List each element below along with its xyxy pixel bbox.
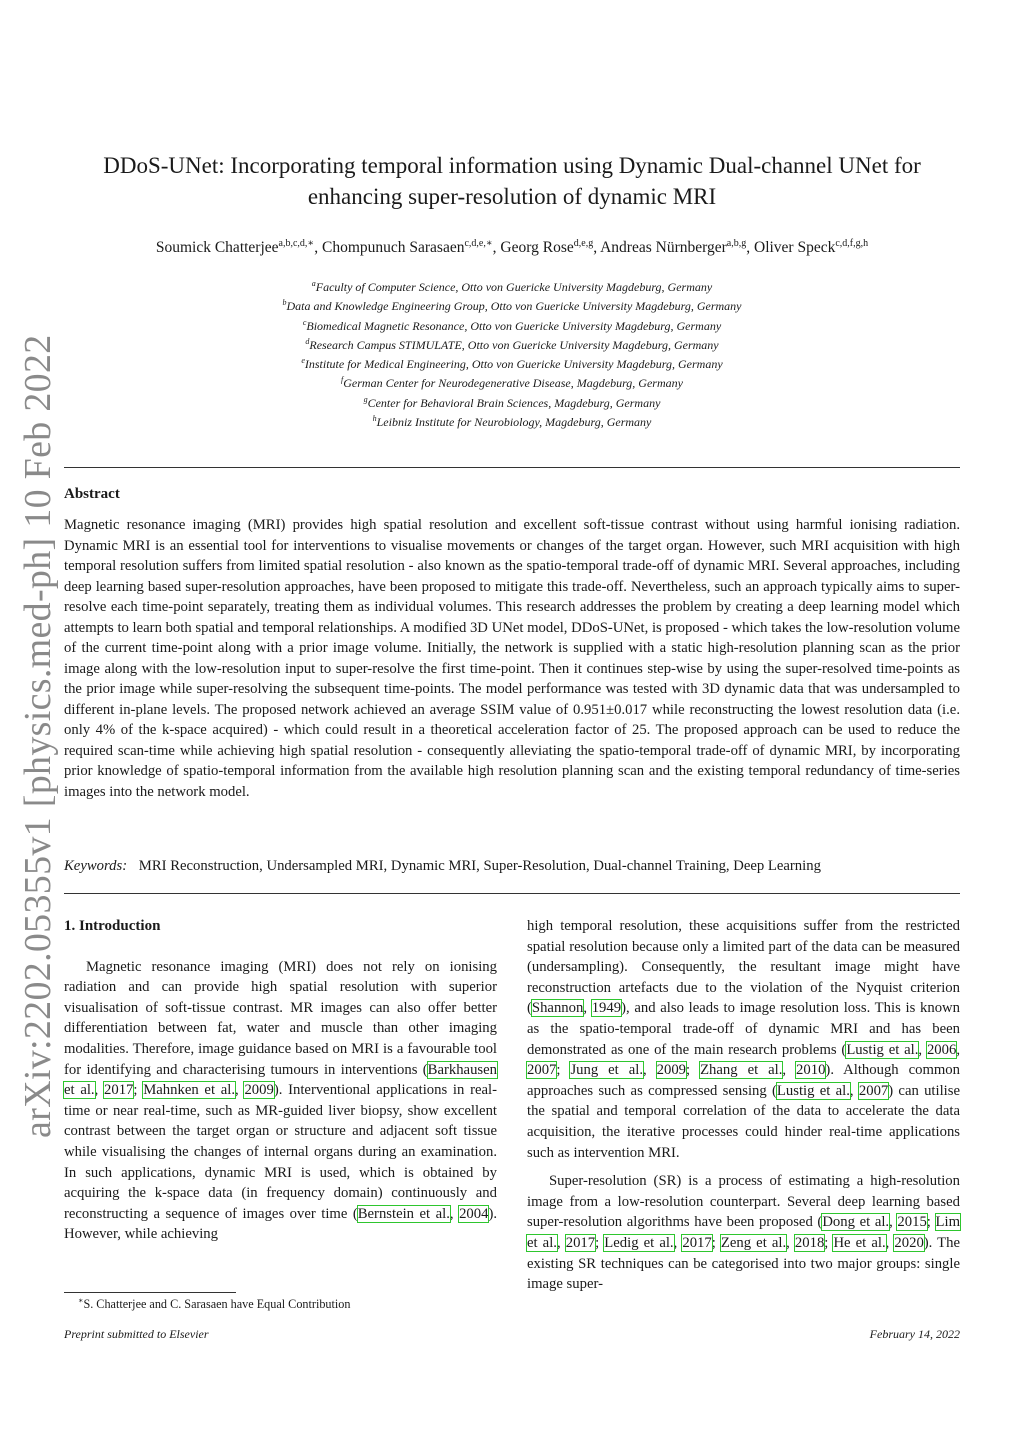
paragraph-text: ). Interventional applications in real-time or near real-time, such as MR-guided liver biopsy, show excellent contrast between the target organ or structure and adjacent soft tissue while visualising the changes of internal organs during an examination. In such applications, dynamic MRI is used, which is obtained by acquiring the k-space data (in frequency domain) continuously and reconstructing a sequence of images over time ( bbox=[64, 1082, 497, 1222]
affiliation-line bbox=[64, 372, 960, 391]
footnote-text: S. Chatterjee and C. Sarasaen have Equal Contribution bbox=[83, 1297, 351, 1312]
paragraph-text: ; bbox=[686, 1062, 701, 1079]
author-affiliation-marks: a,b,c,d,∗ bbox=[278, 238, 315, 249]
citation-link[interactable]: 2010 bbox=[796, 1062, 826, 1079]
keywords-list: MRI Reconstruction, Undersampled MRI, Dynamic MRI, Super-Resolution, Dual-channel Training, Deep Learning bbox=[138, 858, 821, 874]
citation-link[interactable]: Bernstein et al. bbox=[357, 1205, 450, 1222]
paragraph-text: ; bbox=[711, 1234, 721, 1251]
paragraph-text: , bbox=[673, 1234, 683, 1251]
intro-paragraph-2 bbox=[527, 1171, 960, 1295]
paragraph-text: , bbox=[643, 1062, 657, 1079]
abstract-top-rule bbox=[64, 467, 960, 468]
paragraph-text: Super-resolution (SR) is a process of estimating a high-resolution image from a low-resolution counterpart. Several deep learning based super-resolution algorithms have been proposed ( bbox=[527, 1173, 960, 1231]
paragraph-text: Magnetic resonance imaging (MRI) does not rely on ionising radiation and can provide high spatial resolution with superior visualisation of soft-tissue contrast. MR images can also offer better differentiation between fat, water and muscle than other imaging modalities. Therefore, image guidance based on MRI is a favourable tool for identifying and characterising tumours in interventions ( bbox=[64, 958, 497, 1078]
left-column bbox=[64, 916, 497, 1253]
citation-link[interactable]: Ledig et al. bbox=[604, 1234, 674, 1251]
affiliation-key: c bbox=[302, 317, 307, 327]
citation-link[interactable]: 2009 bbox=[244, 1082, 274, 1099]
affiliation-key: g bbox=[363, 394, 368, 404]
author-list: Soumick Chatterjee$^{a,b,c,d,∗}$, Chompunuch Sarasaen$^{c,d,e,∗}$, Georg Rose$^{d,e,g}$, Andreas Nürnberger$^{a,b,g}$, Oliver Speck$^{c,d,f,g,h}$ bbox=[155, 238, 869, 257]
affiliation-line bbox=[64, 276, 960, 295]
paragraph-text: , bbox=[889, 1214, 898, 1231]
paragraph-text: ; bbox=[824, 1234, 834, 1251]
citation-link[interactable]: Mahnken et al. bbox=[143, 1082, 236, 1099]
citation-link[interactable]: Lustig et al. bbox=[776, 1082, 850, 1099]
paragraph-text: , bbox=[786, 1234, 795, 1251]
affiliation-line bbox=[64, 392, 960, 411]
author-name: Georg Rose bbox=[500, 239, 574, 257]
author-name: Andreas Nürnberger bbox=[600, 239, 727, 257]
affiliation-key: d bbox=[305, 336, 310, 346]
citation-link[interactable]: 2007 bbox=[527, 1062, 557, 1079]
intro-paragraph-1 bbox=[64, 957, 497, 1245]
paragraph-text: , bbox=[782, 1062, 797, 1079]
affiliation-text: Research Campus STIMULATE, Otto von Guericke University Magdeburg, Germany bbox=[309, 337, 719, 352]
paper-title bbox=[64, 150, 960, 212]
affiliation-key: b bbox=[282, 298, 287, 308]
citation-link[interactable]: He et al. bbox=[833, 1234, 886, 1251]
paragraph-text: ; bbox=[133, 1082, 144, 1099]
arxiv-identifier[interactable]: arXiv:2202.05355v1 [physics.med-ph] 10 Feb 2022 bbox=[17, 334, 59, 1138]
paragraph-text: , bbox=[956, 1041, 960, 1058]
citation-link[interactable]: Lim et al. bbox=[527, 1214, 960, 1251]
affiliation-text: Biomedical Magnetic Resonance, Otto von Guericke University Magdeburg, Germany bbox=[306, 318, 722, 333]
paragraph-text: , bbox=[849, 1082, 859, 1099]
right-column bbox=[527, 916, 960, 1303]
citation-link[interactable]: Lustig et al. bbox=[846, 1041, 919, 1058]
author-affiliation-marks: a,b,g bbox=[726, 238, 747, 249]
citation-link[interactable]: 2007 bbox=[858, 1082, 889, 1099]
affiliation-key: h bbox=[372, 414, 377, 424]
author-name: Soumick Chatterjee bbox=[155, 239, 279, 257]
paragraph-text: high temporal resolution, these acquisitions suffer from the restricted spatial resolution because only a limited part of the data can be measured (undersampling). Consequently, the resultant image might have reconstruction artefacts due to the violation of the Nyquist criterion ( bbox=[527, 918, 960, 1017]
keywords bbox=[64, 856, 960, 876]
paragraph-text: , bbox=[556, 1234, 566, 1251]
affiliation-text: German Center for Neurodegenerative Disease, Magdeburg, Germany bbox=[343, 376, 683, 391]
citation-link[interactable]: 2017 bbox=[104, 1082, 134, 1099]
affiliation-key: f bbox=[341, 375, 344, 385]
abstract-bottom-rule bbox=[64, 893, 960, 894]
paragraph-text: , bbox=[94, 1082, 105, 1099]
footnote bbox=[78, 1296, 350, 1312]
citation-link[interactable]: 1949 bbox=[591, 1000, 622, 1017]
citation-link[interactable]: 2004 bbox=[459, 1205, 489, 1222]
paragraph-text: ). The existing SR techniques can be categorised into two major groups: single image super- bbox=[527, 1234, 961, 1293]
title-line-1: DDoS-UNet: Incorporating temporal information using Dynamic Dual-channel UNet for bbox=[103, 153, 921, 178]
paragraph-text: ) can utilise the spatial and temporal correlation of the data to accelerate the data acquisition, the iterative processes could hinder real-time applications such as intervention MRI. bbox=[527, 1082, 960, 1161]
title-line-2: enhancing super-resolution of dynamic MRI bbox=[307, 184, 717, 209]
author-affiliation-marks: c,d,f,g,h bbox=[835, 238, 869, 249]
affiliation-text: Institute for Medical Engineering, Otto von Guericke University Magdeburg, Germany bbox=[304, 357, 723, 372]
keywords-label: Keywords: bbox=[64, 858, 128, 874]
paragraph-text: , bbox=[449, 1205, 460, 1222]
citation-link[interactable]: 2015 bbox=[897, 1214, 927, 1231]
paragraph-text: ). However, while achieving bbox=[64, 1205, 498, 1243]
affiliation-line bbox=[64, 411, 960, 430]
citation-link[interactable]: Barkhausen et al. bbox=[64, 1061, 497, 1099]
intro-paragraph-1-continued bbox=[527, 916, 960, 1163]
paragraph-text: , bbox=[235, 1082, 245, 1099]
section-heading-introduction: 1. Introduction bbox=[64, 918, 161, 934]
affiliation-key: a bbox=[311, 279, 316, 288]
author-name: Chompunuch Sarasaen bbox=[321, 239, 465, 257]
affiliation-text: Faculty of Computer Science, Otto von Guericke University Magdeburg, Germany bbox=[315, 280, 713, 294]
affiliation-line bbox=[64, 315, 960, 334]
abstract-text: Magnetic resonance imaging (MRI) provides high spatial resolution and excellent soft-tissue contrast without using harmful ionising radiation. Dynamic MRI is an essential tool for interventions to visualise movements or changes of the target organ. However, such MRI acquisition with high temporal resolution suffers from limited spatial resolution - also known as the spatio-temporal trade-off of dynamic MRI. Several approaches, including deep learning based super-resolution approaches, have been proposed to mitigate this trade-off. Nevertheless, such an approach typically aims to super-resolve each time-point separately, treating them as individual volumes. This research addresses the problem by creating a deep learning model which attempts to learn both spatial and temporal relationships. A modified 3D UNet model, DDoS-UNet, is proposed - which takes the low-resolution volume of the current time-point along with a prior image volume. Initially, the network is supplied with a static high-resolution planning scan as the prior image along with the low-resolution input to super-resolve the first time-point. Then it continues step-wise by using the super-resolved time-points as the prior image while super-resolving the subsequent time-points. The model performance was tested with 3D dynamic data that was undersampled to different in-plane levels. The proposed network achieved an average SSIM value of 0.951±0.017 while reconstructing the lowest resolution data (i.e. only 4% of the k-space acquired) - which could result in a theoretical acceleration factor of 25. The proposed approach can be used to reduce the required scan-time while achieving high spatial resolution - consequently alleviating the spatio-temporal trade-off of dynamic MRI, by incorporating prior knowledge of spatio-temporal information from the available high resolution planning scan and the existing temporal redundancy of time-series images into the network model. bbox=[64, 517, 960, 800]
citation-link[interactable]: Shannon bbox=[531, 1000, 584, 1017]
footnote-mark: ∗ bbox=[78, 1296, 84, 1305]
citation-link[interactable]: Zhang et al. bbox=[700, 1062, 783, 1079]
author-affiliation-marks: d,e,g bbox=[573, 238, 594, 249]
citation-link[interactable]: 2009 bbox=[656, 1062, 687, 1079]
paragraph-text: ; bbox=[926, 1214, 936, 1231]
affiliation-text: Leibniz Institute for Neurobiology, Magdeburg, Germany bbox=[376, 415, 652, 430]
paragraph-text: ), and also leads to image resolution loss. This is known as the spatio-temporal trade-off of dynamic MRI and has been demonstrated as one of the main research problems ( bbox=[527, 1000, 960, 1058]
affiliation-text: Data and Knowledge Engineering Group, Otto von Guericke University Magdeburg, Germany bbox=[286, 299, 742, 314]
paragraph-text: , bbox=[885, 1234, 895, 1251]
paragraph-text: , bbox=[583, 1000, 592, 1017]
citation-link[interactable]: 2017 bbox=[682, 1234, 712, 1251]
citation-link[interactable]: 2018 bbox=[794, 1234, 825, 1251]
affiliation-line bbox=[64, 334, 960, 353]
affiliation-key: e bbox=[301, 356, 305, 366]
affiliation-line bbox=[64, 353, 960, 372]
paragraph-text: , bbox=[918, 1041, 927, 1058]
paragraph-text: ; bbox=[556, 1062, 571, 1079]
footer-journal: Preprint submitted to Elsevier bbox=[64, 1327, 209, 1341]
affiliation-text: Center for Behavioral Brain Sciences, Magdeburg, Germany bbox=[367, 395, 661, 410]
affiliation-list bbox=[64, 276, 960, 430]
citation-link[interactable]: Zeng et al. bbox=[720, 1234, 787, 1251]
footer-date: February 14, 2022 bbox=[869, 1327, 960, 1341]
paragraph-text: ). Although common approaches such as compressed sensing ( bbox=[527, 1062, 960, 1099]
citation-link[interactable]: Jung et al. bbox=[570, 1062, 643, 1079]
citation-link[interactable]: 2020 bbox=[894, 1234, 924, 1251]
citation-link[interactable]: 2017 bbox=[565, 1234, 596, 1251]
citation-link[interactable]: Dong et al. bbox=[822, 1214, 890, 1231]
citation-link[interactable]: 2006 bbox=[926, 1041, 957, 1058]
author-name: Oliver Speck bbox=[754, 239, 836, 257]
footnote-rule bbox=[64, 1292, 236, 1293]
affiliation-line bbox=[64, 295, 960, 314]
paragraph-text: ; bbox=[595, 1234, 605, 1251]
author-affiliation-marks: c,d,e,∗ bbox=[464, 238, 493, 249]
abstract-heading: Abstract bbox=[64, 486, 120, 502]
